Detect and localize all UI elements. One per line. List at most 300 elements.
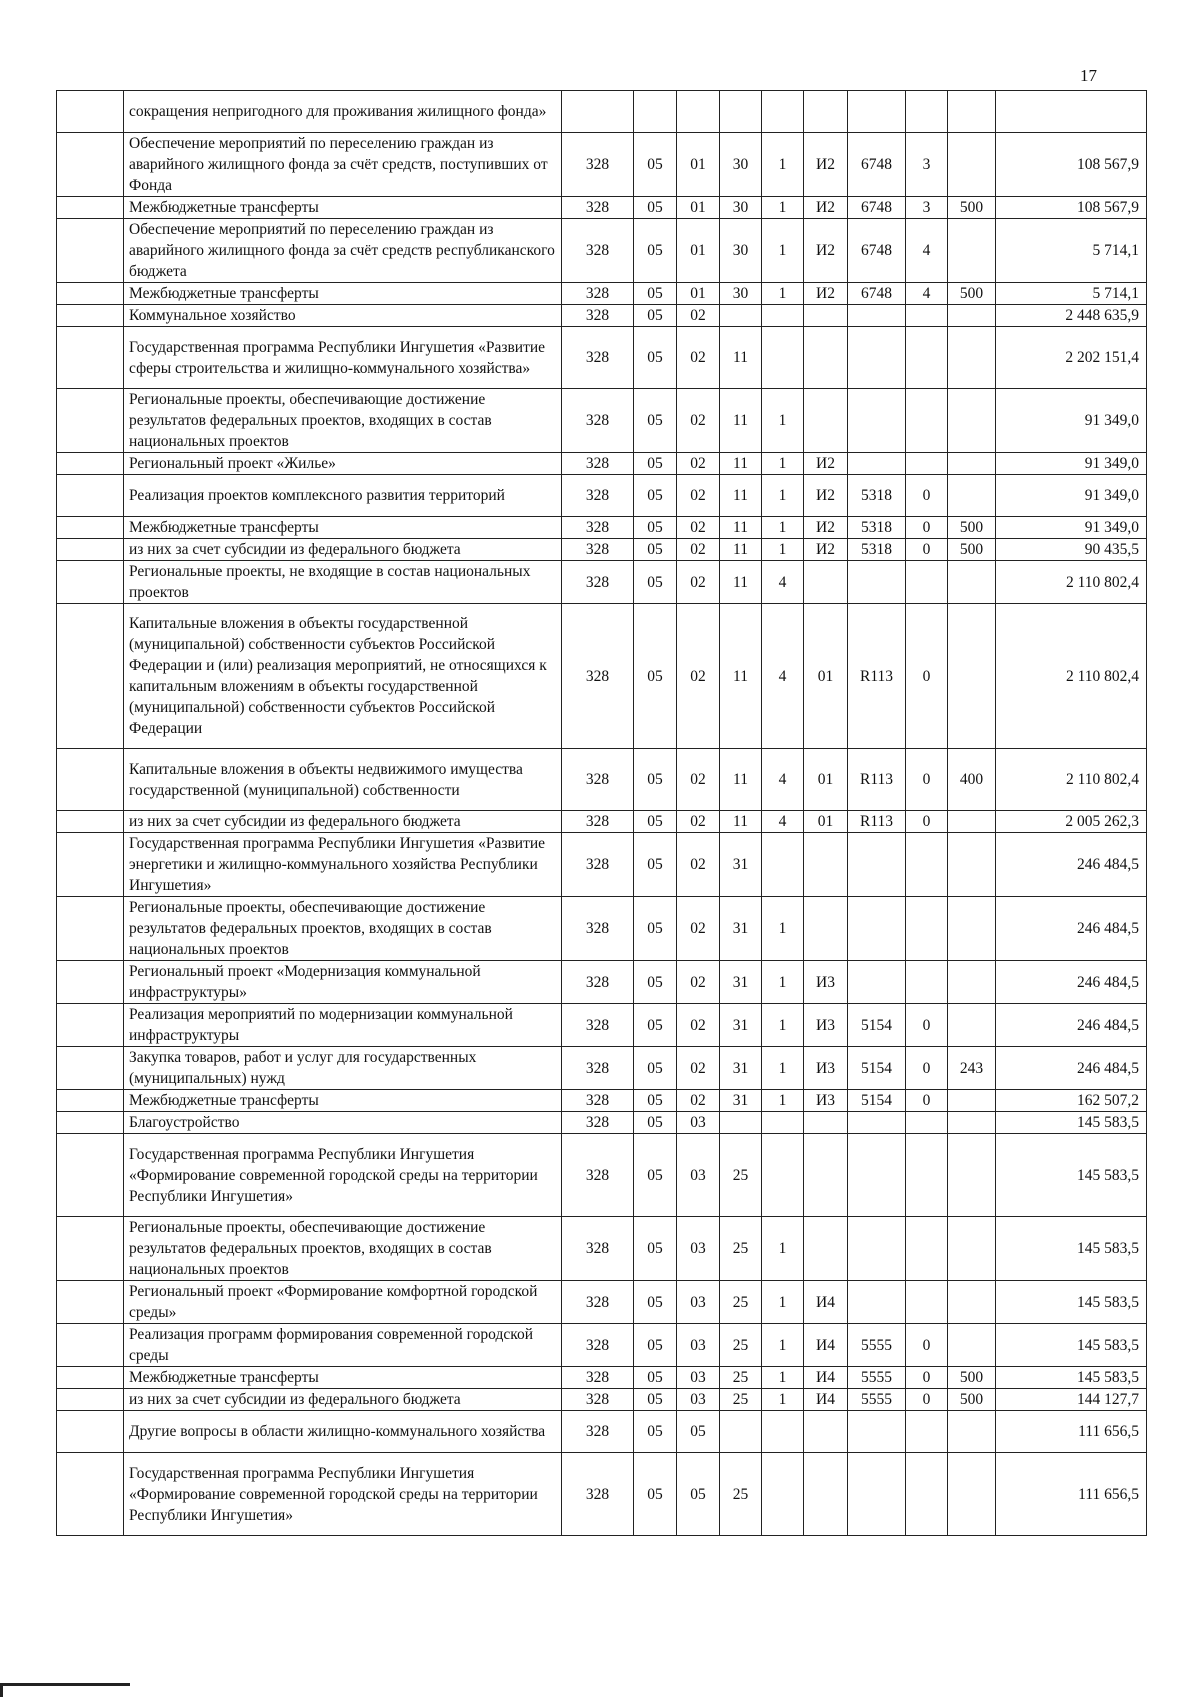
cell-admin: 328 <box>562 517 634 539</box>
cell-direction: 5555 <box>848 1389 906 1411</box>
cell-type <box>948 133 996 197</box>
cell-type <box>948 305 996 327</box>
cell-project <box>804 1453 848 1536</box>
cell-amount: 246 484,5 <box>996 833 1147 897</box>
cell-blank <box>57 1324 124 1367</box>
cell-subprogram: 1 <box>762 1217 804 1281</box>
cell-name: Коммунальное хозяйство <box>124 305 562 327</box>
cell-subsection: 02 <box>677 517 720 539</box>
cell-group <box>906 897 948 961</box>
cell-subprogram: 1 <box>762 475 804 517</box>
cell-section: 05 <box>634 1367 677 1389</box>
cell-section: 05 <box>634 389 677 453</box>
cell-group: 0 <box>906 1047 948 1090</box>
cell-amount: 91 349,0 <box>996 517 1147 539</box>
cell-name: Государственная программа Республики Ингушетия «Формирование современной городской среды на территории Республики Ингушетия» <box>124 1453 562 1536</box>
cell-subsection: 02 <box>677 539 720 561</box>
cell-program: 31 <box>720 833 762 897</box>
cell-subsection: 02 <box>677 1004 720 1047</box>
cell-section: 05 <box>634 1389 677 1411</box>
cell-amount: 145 583,5 <box>996 1367 1147 1389</box>
cell-amount: 5 714,1 <box>996 219 1147 283</box>
cell-subsection: 03 <box>677 1367 720 1389</box>
cell-subsection: 02 <box>677 305 720 327</box>
cell-name: Капитальные вложения в объекты недвижимого имущества государственной (муниципальной) собственности <box>124 749 562 811</box>
cell-section: 05 <box>634 1134 677 1217</box>
cell-admin: 328 <box>562 1112 634 1134</box>
cell-name: Реализация мероприятий по модернизации коммунальной инфраструктуры <box>124 1004 562 1047</box>
cell-type <box>948 811 996 833</box>
cell-project: И2 <box>804 453 848 475</box>
cell-blank <box>57 133 124 197</box>
cell-direction: 5555 <box>848 1324 906 1367</box>
cell-amount: 91 349,0 <box>996 453 1147 475</box>
cell-direction <box>848 1134 906 1217</box>
cell-admin: 328 <box>562 389 634 453</box>
cell-name: Реализация программ формирования современной городской среды <box>124 1324 562 1367</box>
cell-program <box>720 91 762 133</box>
cell-subsection: 03 <box>677 1281 720 1324</box>
cell-blank <box>57 1367 124 1389</box>
cell-subsection: 03 <box>677 1389 720 1411</box>
cell-amount: 2 005 262,3 <box>996 811 1147 833</box>
cell-type <box>948 389 996 453</box>
cell-blank <box>57 1217 124 1281</box>
cell-group <box>906 389 948 453</box>
cell-direction: 5318 <box>848 517 906 539</box>
cell-section: 05 <box>634 1090 677 1112</box>
cell-section: 05 <box>634 811 677 833</box>
cell-admin: 328 <box>562 1047 634 1090</box>
cell-subprogram: 1 <box>762 133 804 197</box>
cell-section: 05 <box>634 133 677 197</box>
cell-subsection: 02 <box>677 833 720 897</box>
cell-direction: R113 <box>848 604 906 749</box>
scan-edge-mark-vertical <box>0 1683 3 1697</box>
cell-blank <box>57 283 124 305</box>
cell-admin: 328 <box>562 327 634 389</box>
cell-subsection: 03 <box>677 1324 720 1367</box>
cell-name: Обеспечение мероприятий по переселению граждан из аварийного жилищного фонда за счёт средств, поступивших от Фонда <box>124 133 562 197</box>
cell-group <box>906 1453 948 1536</box>
cell-subsection: 03 <box>677 1217 720 1281</box>
cell-amount: 2 110 802,4 <box>996 749 1147 811</box>
cell-project: 01 <box>804 604 848 749</box>
cell-section: 05 <box>634 453 677 475</box>
cell-project: 01 <box>804 749 848 811</box>
cell-subsection: 01 <box>677 219 720 283</box>
cell-admin: 328 <box>562 305 634 327</box>
cell-project <box>804 1134 848 1217</box>
cell-type <box>948 91 996 133</box>
cell-direction: 5555 <box>848 1367 906 1389</box>
cell-program: 30 <box>720 197 762 219</box>
cell-name: Государственная программа Республики Ингушетия «Формирование современной городской среды на территории Республики Ингушетия» <box>124 1134 562 1217</box>
cell-program: 30 <box>720 283 762 305</box>
cell-group <box>906 327 948 389</box>
cell-name: Другие вопросы в области жилищно-коммунального хозяйства <box>124 1411 562 1453</box>
table-row <box>57 897 1147 961</box>
cell-direction <box>848 305 906 327</box>
cell-name: Благоустройство <box>124 1112 562 1134</box>
cell-admin: 328 <box>562 1090 634 1112</box>
cell-name: Обеспечение мероприятий по переселению граждан из аварийного жилищного фонда за счёт средств республиканского бюджета <box>124 219 562 283</box>
cell-type <box>948 219 996 283</box>
cell-direction: 5154 <box>848 1047 906 1090</box>
cell-subprogram: 1 <box>762 1281 804 1324</box>
cell-subprogram <box>762 1453 804 1536</box>
cell-group: 0 <box>906 1004 948 1047</box>
cell-subprogram: 1 <box>762 1047 804 1090</box>
cell-program: 11 <box>720 604 762 749</box>
cell-group: 0 <box>906 475 948 517</box>
cell-subsection: 02 <box>677 811 720 833</box>
cell-amount: 246 484,5 <box>996 961 1147 1004</box>
cell-name: Региональный проект «Жилье» <box>124 453 562 475</box>
cell-subprogram: 1 <box>762 283 804 305</box>
cell-subprogram <box>762 305 804 327</box>
cell-type <box>948 1411 996 1453</box>
cell-project <box>804 91 848 133</box>
cell-program: 25 <box>720 1453 762 1536</box>
cell-section: 05 <box>634 219 677 283</box>
cell-program: 25 <box>720 1367 762 1389</box>
cell-blank <box>57 197 124 219</box>
cell-subsection: 05 <box>677 1453 720 1536</box>
cell-type <box>948 1324 996 1367</box>
cell-admin: 328 <box>562 453 634 475</box>
cell-type: 500 <box>948 1367 996 1389</box>
cell-section: 05 <box>634 539 677 561</box>
cell-admin: 328 <box>562 197 634 219</box>
cell-amount: 2 110 802,4 <box>996 604 1147 749</box>
cell-program: 31 <box>720 1090 762 1112</box>
cell-subprogram: 1 <box>762 1389 804 1411</box>
cell-type: 243 <box>948 1047 996 1090</box>
cell-section: 05 <box>634 561 677 604</box>
cell-blank <box>57 1047 124 1090</box>
cell-program: 11 <box>720 475 762 517</box>
cell-subsection: 02 <box>677 1090 720 1112</box>
cell-subprogram: 1 <box>762 1004 804 1047</box>
cell-blank <box>57 811 124 833</box>
cell-blank <box>57 305 124 327</box>
cell-blank <box>57 475 124 517</box>
cell-group <box>906 961 948 1004</box>
cell-subprogram: 1 <box>762 389 804 453</box>
cell-blank <box>57 517 124 539</box>
cell-project: И2 <box>804 539 848 561</box>
cell-admin: 328 <box>562 1324 634 1367</box>
cell-type <box>948 833 996 897</box>
cell-program <box>720 1411 762 1453</box>
cell-project: И4 <box>804 1367 848 1389</box>
cell-project <box>804 1112 848 1134</box>
cell-group <box>906 305 948 327</box>
cell-amount: 5 714,1 <box>996 283 1147 305</box>
cell-subsection: 02 <box>677 389 720 453</box>
cell-subprogram <box>762 1411 804 1453</box>
cell-program: 11 <box>720 749 762 811</box>
cell-section: 05 <box>634 1411 677 1453</box>
cell-admin: 328 <box>562 961 634 1004</box>
cell-section: 05 <box>634 604 677 749</box>
table-row <box>57 219 1147 283</box>
cell-amount: 145 583,5 <box>996 1134 1147 1217</box>
cell-name: Межбюджетные трансферты <box>124 517 562 539</box>
cell-group <box>906 1281 948 1324</box>
cell-program: 11 <box>720 539 762 561</box>
cell-program: 30 <box>720 133 762 197</box>
cell-type: 500 <box>948 539 996 561</box>
table-row <box>57 1047 1147 1090</box>
cell-subsection: 01 <box>677 133 720 197</box>
cell-amount: 111 656,5 <box>996 1453 1147 1536</box>
cell-admin: 328 <box>562 283 634 305</box>
cell-blank <box>57 1411 124 1453</box>
page-number: 17 <box>1080 66 1097 85</box>
cell-group: 0 <box>906 1324 948 1367</box>
cell-blank <box>57 561 124 604</box>
cell-subprogram: 4 <box>762 561 804 604</box>
cell-group: 0 <box>906 811 948 833</box>
table-row <box>57 1367 1147 1389</box>
cell-group: 0 <box>906 1389 948 1411</box>
cell-subprogram: 1 <box>762 539 804 561</box>
table-row <box>57 539 1147 561</box>
cell-blank <box>57 961 124 1004</box>
cell-subsection: 02 <box>677 961 720 1004</box>
cell-name: из них за счет субсидии из федерального бюджета <box>124 811 562 833</box>
cell-group <box>906 833 948 897</box>
cell-section: 05 <box>634 327 677 389</box>
cell-name: Региональный проект «Модернизация коммунальной инфраструктуры» <box>124 961 562 1004</box>
cell-direction <box>848 1112 906 1134</box>
cell-section: 05 <box>634 833 677 897</box>
cell-blank <box>57 1112 124 1134</box>
cell-name: Региональные проекты, обеспечивающие достижение результатов федеральных проектов, входящих в состав национальных проектов <box>124 1217 562 1281</box>
cell-project: И3 <box>804 1004 848 1047</box>
cell-program: 31 <box>720 1004 762 1047</box>
cell-direction: 6748 <box>848 133 906 197</box>
cell-direction: 5318 <box>848 475 906 517</box>
cell-subprogram <box>762 91 804 133</box>
table-row <box>57 1389 1147 1411</box>
cell-project <box>804 1411 848 1453</box>
cell-name: Закупка товаров, работ и услуг для государственных (муниципальных) нужд <box>124 1047 562 1090</box>
cell-project <box>804 561 848 604</box>
cell-project: И2 <box>804 475 848 517</box>
cell-name: Региональные проекты, не входящие в состав национальных проектов <box>124 561 562 604</box>
cell-name: из них за счет субсидии из федерального бюджета <box>124 1389 562 1411</box>
cell-subprogram: 1 <box>762 897 804 961</box>
table-row <box>57 1112 1147 1134</box>
cell-subsection: 02 <box>677 327 720 389</box>
cell-group <box>906 1411 948 1453</box>
cell-subsection: 02 <box>677 475 720 517</box>
cell-admin: 328 <box>562 1453 634 1536</box>
cell-name: Реализация проектов комплексного развития территорий <box>124 475 562 517</box>
cell-type <box>948 897 996 961</box>
cell-program: 25 <box>720 1324 762 1367</box>
cell-type <box>948 475 996 517</box>
cell-project <box>804 305 848 327</box>
cell-group: 4 <box>906 283 948 305</box>
cell-subprogram <box>762 1112 804 1134</box>
cell-section <box>634 91 677 133</box>
cell-project: И3 <box>804 961 848 1004</box>
cell-direction: 6748 <box>848 197 906 219</box>
cell-type <box>948 327 996 389</box>
cell-project: И4 <box>804 1389 848 1411</box>
cell-group: 0 <box>906 604 948 749</box>
cell-direction <box>848 91 906 133</box>
table-row <box>57 91 1147 133</box>
cell-blank <box>57 1453 124 1536</box>
cell-subsection: 03 <box>677 1112 720 1134</box>
cell-direction <box>848 1453 906 1536</box>
cell-program: 30 <box>720 219 762 283</box>
table-row <box>57 133 1147 197</box>
scan-edge-mark <box>0 1683 130 1686</box>
cell-blank <box>57 1004 124 1047</box>
cell-group <box>906 1112 948 1134</box>
cell-program: 25 <box>720 1281 762 1324</box>
cell-direction: R113 <box>848 811 906 833</box>
cell-admin: 328 <box>562 561 634 604</box>
cell-project: И2 <box>804 283 848 305</box>
cell-section: 05 <box>634 1112 677 1134</box>
cell-project <box>804 833 848 897</box>
cell-amount: 2 202 151,4 <box>996 327 1147 389</box>
cell-group: 0 <box>906 749 948 811</box>
cell-admin: 328 <box>562 897 634 961</box>
cell-admin: 328 <box>562 811 634 833</box>
cell-name: Государственная программа Республики Ингушетия «Развитие энергетики и жилищно-коммунального хозяйства Республики Ингушетия» <box>124 833 562 897</box>
cell-type: 500 <box>948 197 996 219</box>
cell-type <box>948 453 996 475</box>
cell-project <box>804 327 848 389</box>
table-row <box>57 604 1147 749</box>
cell-subprogram: 4 <box>762 604 804 749</box>
cell-blank <box>57 1389 124 1411</box>
cell-subprogram: 1 <box>762 1324 804 1367</box>
cell-direction: 5154 <box>848 1004 906 1047</box>
cell-section: 05 <box>634 283 677 305</box>
cell-group: 4 <box>906 219 948 283</box>
table-row <box>57 1004 1147 1047</box>
cell-project: И2 <box>804 219 848 283</box>
cell-subprogram: 1 <box>762 961 804 1004</box>
cell-subprogram: 1 <box>762 197 804 219</box>
cell-direction <box>848 389 906 453</box>
cell-section: 05 <box>634 1004 677 1047</box>
cell-group <box>906 561 948 604</box>
cell-direction <box>848 1281 906 1324</box>
cell-group: 0 <box>906 539 948 561</box>
cell-type: 500 <box>948 283 996 305</box>
cell-type <box>948 604 996 749</box>
cell-direction <box>848 897 906 961</box>
cell-blank <box>57 219 124 283</box>
cell-amount: 246 484,5 <box>996 1047 1147 1090</box>
cell-direction <box>848 833 906 897</box>
cell-section: 05 <box>634 749 677 811</box>
cell-program: 25 <box>720 1134 762 1217</box>
cell-subsection: 02 <box>677 604 720 749</box>
cell-direction <box>848 1217 906 1281</box>
table-row <box>57 389 1147 453</box>
cell-program: 11 <box>720 389 762 453</box>
cell-blank <box>57 1134 124 1217</box>
cell-type <box>948 961 996 1004</box>
cell-program: 11 <box>720 453 762 475</box>
cell-name: Региональный проект «Формирование комфортной городской среды» <box>124 1281 562 1324</box>
cell-direction <box>848 453 906 475</box>
table-row <box>57 561 1147 604</box>
table-row <box>57 305 1147 327</box>
cell-amount: 145 583,5 <box>996 1281 1147 1324</box>
cell-type: 400 <box>948 749 996 811</box>
cell-group: 3 <box>906 133 948 197</box>
cell-admin: 328 <box>562 604 634 749</box>
cell-admin: 328 <box>562 219 634 283</box>
cell-subsection: 02 <box>677 453 720 475</box>
cell-admin: 328 <box>562 1389 634 1411</box>
cell-type <box>948 561 996 604</box>
cell-group: 3 <box>906 197 948 219</box>
cell-amount: 91 349,0 <box>996 389 1147 453</box>
cell-section: 05 <box>634 1217 677 1281</box>
cell-section: 05 <box>634 1281 677 1324</box>
cell-admin: 328 <box>562 833 634 897</box>
cell-direction <box>848 561 906 604</box>
cell-admin: 328 <box>562 1004 634 1047</box>
cell-subsection: 02 <box>677 561 720 604</box>
table-row <box>57 1324 1147 1367</box>
cell-program: 11 <box>720 327 762 389</box>
table-row <box>57 961 1147 1004</box>
cell-project: 01 <box>804 811 848 833</box>
cell-amount: 108 567,9 <box>996 133 1147 197</box>
cell-type <box>948 1090 996 1112</box>
cell-group <box>906 1217 948 1281</box>
cell-project: И4 <box>804 1281 848 1324</box>
cell-name: Межбюджетные трансферты <box>124 1090 562 1112</box>
cell-project: И3 <box>804 1047 848 1090</box>
cell-blank <box>57 327 124 389</box>
cell-amount: 246 484,5 <box>996 897 1147 961</box>
cell-program: 31 <box>720 897 762 961</box>
table-row <box>57 833 1147 897</box>
cell-group <box>906 1134 948 1217</box>
table-row <box>57 749 1147 811</box>
table-row <box>57 1453 1147 1536</box>
cell-amount: 145 583,5 <box>996 1324 1147 1367</box>
cell-subsection: 02 <box>677 897 720 961</box>
cell-group <box>906 91 948 133</box>
cell-section: 05 <box>634 517 677 539</box>
cell-direction: 5154 <box>848 1090 906 1112</box>
cell-subsection: 01 <box>677 283 720 305</box>
cell-amount: 91 349,0 <box>996 475 1147 517</box>
table-row <box>57 1217 1147 1281</box>
cell-admin: 328 <box>562 1281 634 1324</box>
cell-type <box>948 1281 996 1324</box>
cell-amount: 145 583,5 <box>996 1112 1147 1134</box>
cell-admin: 328 <box>562 133 634 197</box>
cell-amount: 2 110 802,4 <box>996 561 1147 604</box>
